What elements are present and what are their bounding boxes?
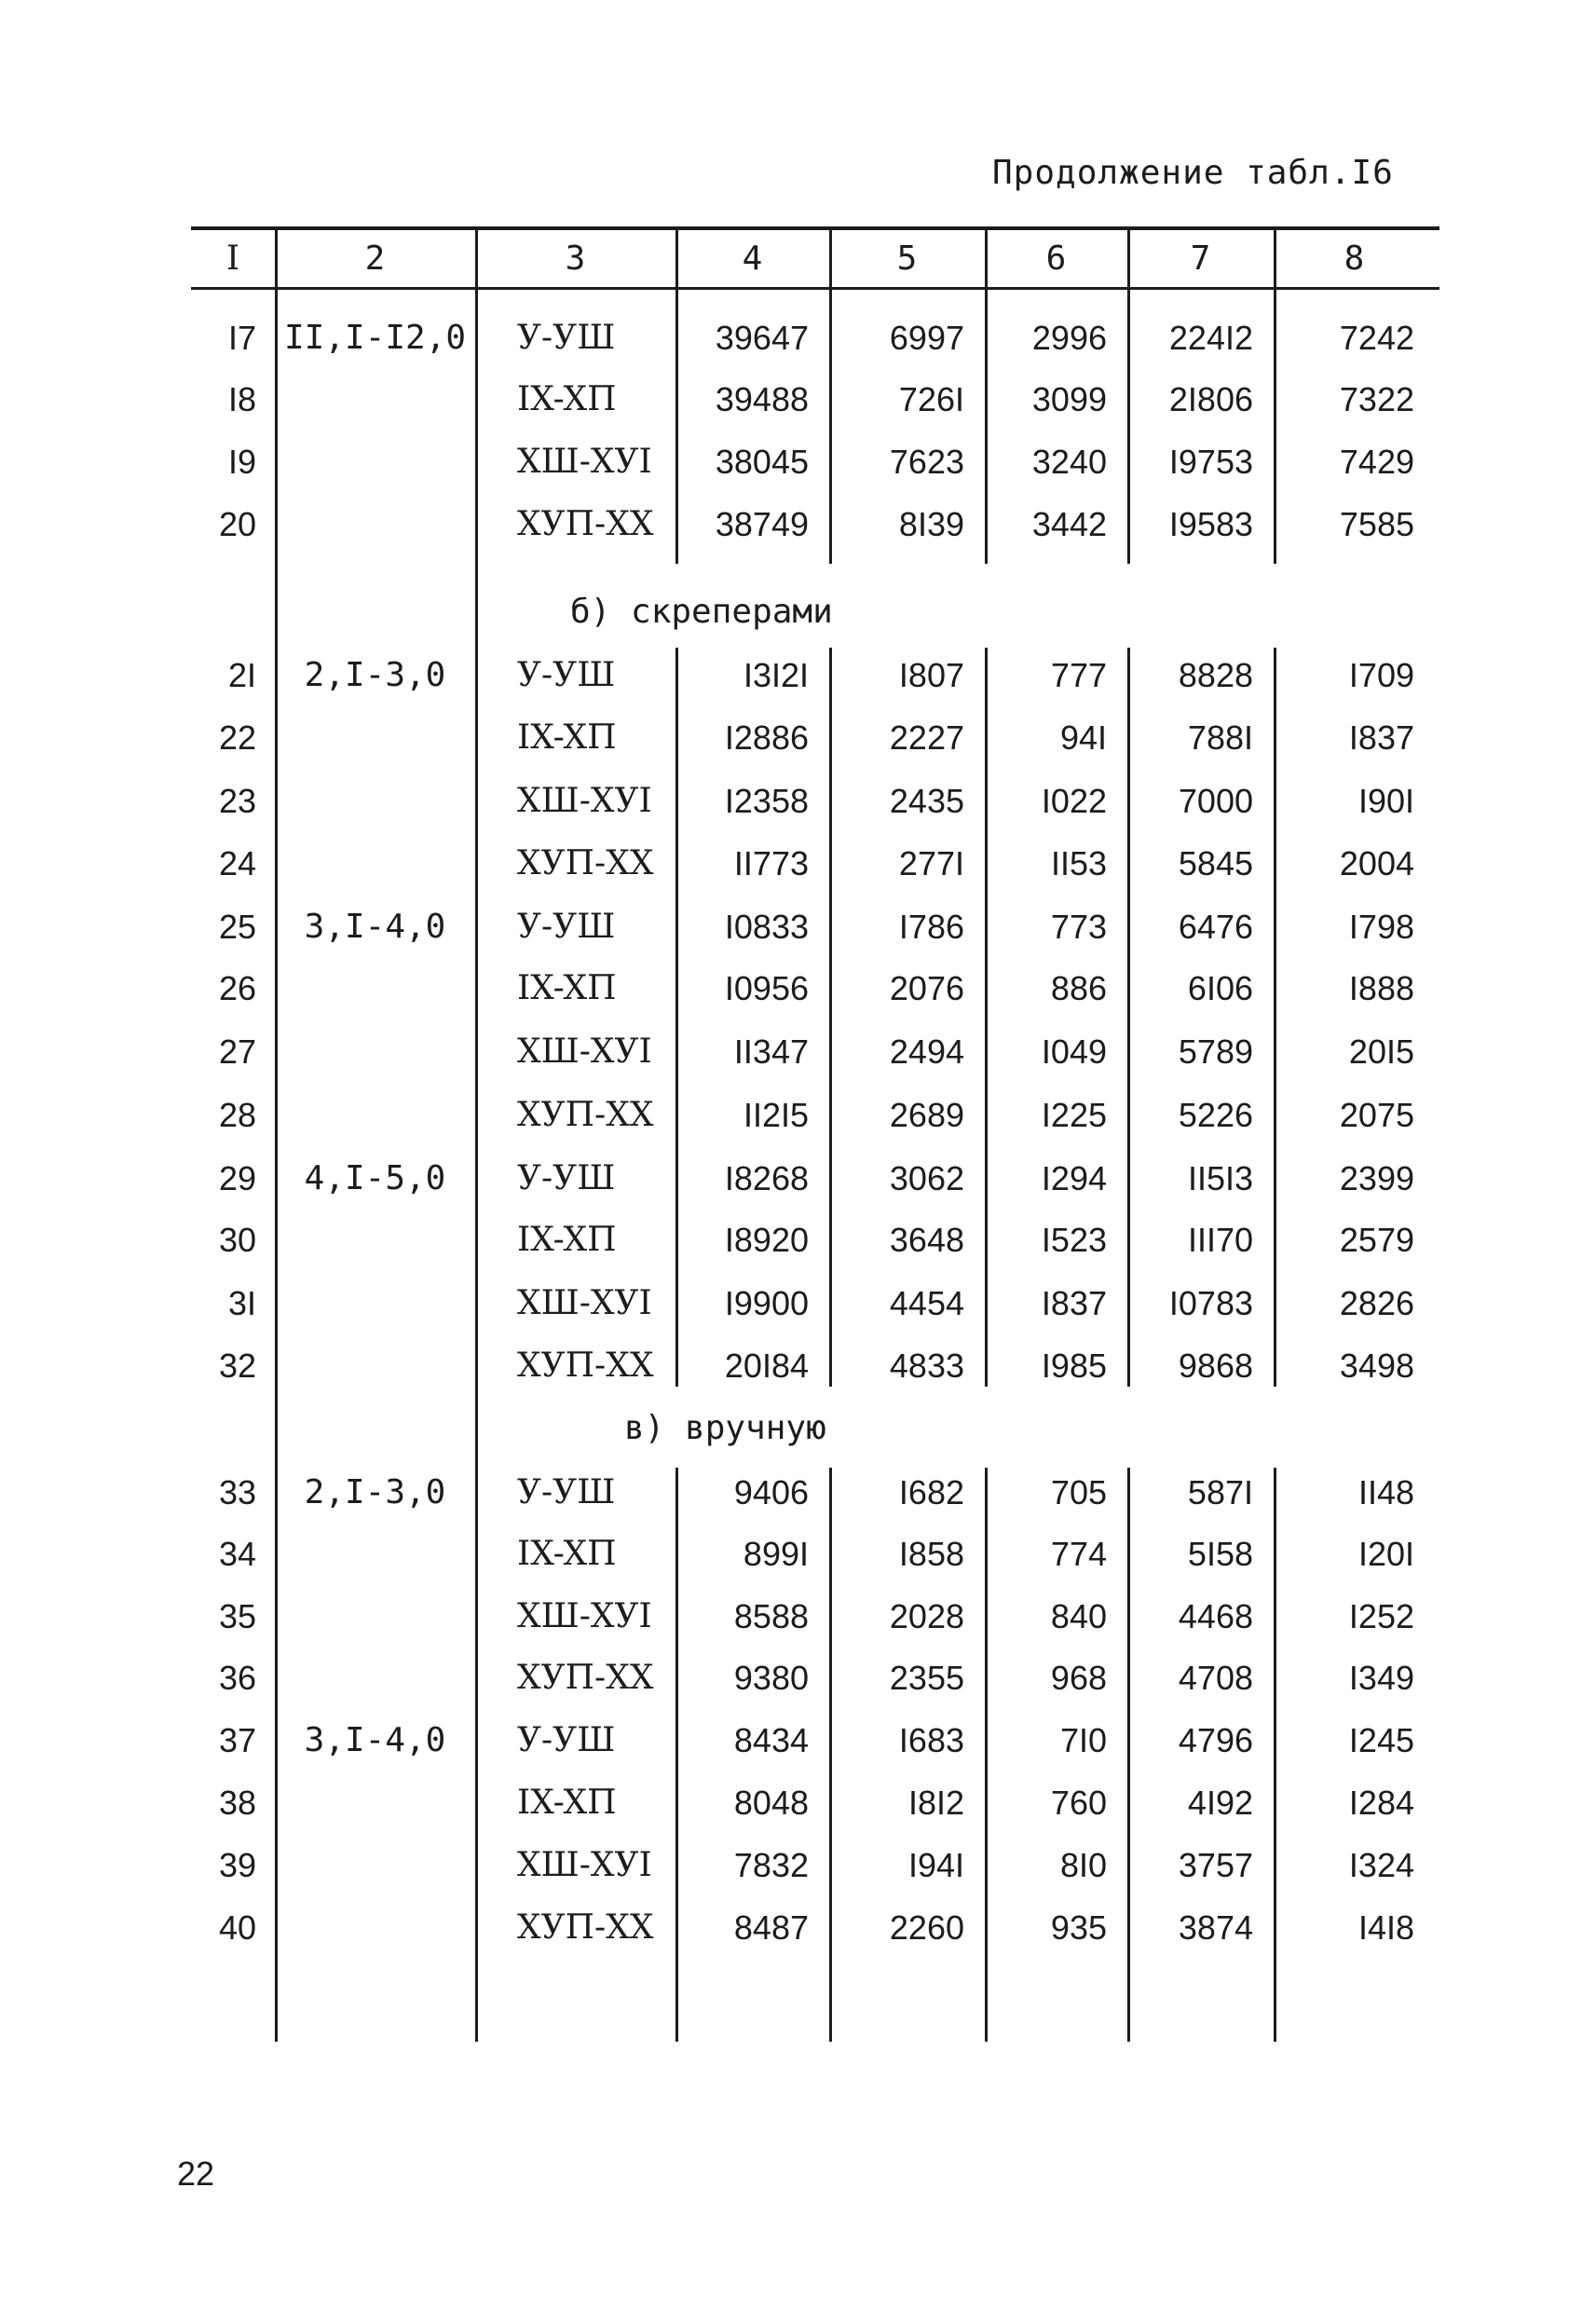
- table-cell: 8588: [733, 1597, 809, 1635]
- table-cell: XУП-XX: [517, 1908, 654, 1947]
- table-cell: 6997: [889, 319, 964, 357]
- table-cell: 2004: [1339, 844, 1414, 882]
- table-cell: I8268: [724, 1159, 809, 1197]
- table-cell: I888: [1348, 969, 1414, 1007]
- table-cell: 8I39: [898, 505, 964, 543]
- table-cell: I682: [898, 1473, 964, 1511]
- table-cell: I252: [1348, 1597, 1414, 1635]
- table-cell: 968: [1050, 1659, 1107, 1697]
- table-cell: 4I92: [1187, 1784, 1253, 1822]
- table-cell: IX-XП: [517, 969, 617, 1007]
- table-cell: 773: [1050, 908, 1107, 946]
- table-cell: 6476: [1178, 908, 1253, 946]
- table-cell: IX-XП: [517, 718, 617, 757]
- table-cell: I9583: [1168, 505, 1253, 543]
- table-cell: У-УШ: [517, 319, 616, 357]
- table-cell: 38749: [715, 505, 809, 543]
- table-cell: 2579: [1339, 1221, 1414, 1259]
- column-header: 6: [1045, 239, 1067, 278]
- table-cell: 7I0: [1059, 1721, 1107, 1759]
- table-cell: 4454: [889, 1284, 964, 1322]
- table-cell: 7242: [1339, 319, 1414, 357]
- table-cell: I837: [1348, 718, 1414, 757]
- table-cell: 2826: [1339, 1284, 1414, 1322]
- table-cell: 777: [1050, 656, 1107, 694]
- table-cell: 20I84: [724, 1347, 809, 1385]
- table-cell: I9753: [1168, 443, 1253, 481]
- table-cell: 3442: [1031, 505, 1107, 543]
- table-cell: 33: [218, 1473, 256, 1511]
- page-number: 22: [177, 2154, 215, 2193]
- table-cell: XШ-XУI: [517, 782, 652, 820]
- header-column-rule: [829, 226, 832, 290]
- table-cell: XУП-XX: [517, 505, 654, 543]
- table-cell: 2435: [889, 782, 964, 820]
- table-cell: 7623: [889, 443, 964, 481]
- table-cell: 26: [218, 969, 256, 1007]
- table-cell: 3874: [1178, 1908, 1253, 1947]
- table-cell: I7: [227, 319, 256, 357]
- table-cell: II773: [733, 844, 809, 882]
- table-cell: 5226: [1178, 1096, 1253, 1134]
- table-cell: 8487: [733, 1908, 809, 1947]
- table-cell: III70: [1187, 1221, 1253, 1259]
- table-cell: 5789: [1178, 1032, 1253, 1071]
- table-cell: I709: [1348, 656, 1414, 694]
- table-cell: 7322: [1339, 380, 1414, 418]
- section-title: в) вручную: [624, 1409, 826, 1447]
- table-cell: IX-XП: [517, 1535, 617, 1573]
- table-cell: 2494: [889, 1032, 964, 1071]
- header-column-rule: [675, 226, 678, 290]
- table-cell: 37: [218, 1721, 256, 1759]
- table-cell: XУП-XX: [517, 1347, 654, 1385]
- table-cell: XУП-XX: [517, 844, 654, 882]
- header-column-rule: [1274, 226, 1276, 290]
- table-cell: 23: [218, 782, 256, 820]
- table-cell: 7429: [1339, 443, 1414, 481]
- table-cell: 760: [1050, 1784, 1107, 1822]
- table-cell: 2I806: [1168, 380, 1253, 418]
- table-cell: 2075: [1339, 1096, 1414, 1134]
- table-cell: 3498: [1339, 1347, 1414, 1385]
- table-cell: XШ-XУI: [517, 1032, 652, 1071]
- table-cell: 5I58: [1187, 1535, 1253, 1573]
- table-cell: 2,I-3,0: [304, 656, 446, 694]
- table-cell: I3I2I: [743, 656, 809, 694]
- table-cell: 7000: [1178, 782, 1253, 820]
- table-cell: I284: [1348, 1784, 1414, 1822]
- table-cell: У-УШ: [517, 1721, 616, 1759]
- table-cell: 39647: [715, 319, 809, 357]
- header-column-rule: [475, 226, 478, 290]
- table-cell: 2,I-3,0: [304, 1473, 446, 1511]
- table-cell: IX-XП: [517, 1784, 617, 1822]
- table-cell: 705: [1050, 1473, 1107, 1511]
- table-cell: I9: [227, 443, 256, 481]
- table-cell: 28: [218, 1096, 256, 1134]
- table-cell: I683: [898, 1721, 964, 1759]
- column-header: 7: [1190, 239, 1211, 278]
- table-cell: II53: [1050, 844, 1107, 882]
- header-top-rule: [191, 226, 1439, 230]
- table-cell: 935: [1050, 1908, 1107, 1947]
- table-cell: 224I2: [1168, 319, 1253, 357]
- table-cell: XУП-XX: [517, 1096, 654, 1134]
- table-cell: XШ-XУI: [517, 1846, 652, 1884]
- table-cell: 788I: [1187, 718, 1253, 757]
- table-cell: 3,I-4,0: [304, 908, 446, 946]
- table-cell: 27: [218, 1032, 256, 1071]
- table-cell: I8: [227, 380, 256, 418]
- table-cell: 9406: [733, 1473, 809, 1511]
- column-rule: [1127, 648, 1130, 1387]
- table-cell: 9868: [1178, 1347, 1253, 1385]
- table-cell: У-УШ: [517, 908, 616, 946]
- table-cell: 277I: [898, 844, 964, 882]
- table-cell: 840: [1050, 1597, 1107, 1635]
- table-cell: 34: [218, 1535, 256, 1573]
- table-cell: 2227: [889, 718, 964, 757]
- table-cell: 35: [218, 1597, 256, 1635]
- column-rule: [1274, 648, 1276, 1387]
- table-cell: 4708: [1178, 1659, 1253, 1697]
- table-cell: 8048: [733, 1784, 809, 1822]
- table-cell: 3648: [889, 1221, 964, 1259]
- table-cell: I0956: [724, 969, 809, 1007]
- column-rule: [675, 648, 678, 1387]
- table-cell: 7832: [733, 1846, 809, 1884]
- table-cell: II,I-I2,0: [284, 319, 467, 357]
- table-cell: 2399: [1339, 1159, 1414, 1197]
- table-cell: 3062: [889, 1159, 964, 1197]
- table-cell: 8828: [1178, 656, 1253, 694]
- column-rule: [275, 290, 278, 2042]
- table-cell: 2689: [889, 1096, 964, 1134]
- table-cell: 9380: [733, 1659, 809, 1697]
- table-cell: I349: [1348, 1659, 1414, 1697]
- table-cell: XУП-XX: [517, 1659, 654, 1697]
- table-cell: I2886: [724, 718, 809, 757]
- table-cell: 8434: [733, 1721, 809, 1759]
- table-cell: 7585: [1339, 505, 1414, 543]
- column-rule: [985, 648, 988, 1387]
- header-column-rule: [1127, 226, 1130, 290]
- table-cell: I0833: [724, 908, 809, 946]
- column-rule: [829, 648, 832, 1387]
- table-cell: 3757: [1178, 1846, 1253, 1884]
- table-cell: 32: [218, 1347, 256, 1385]
- table-cell: I786: [898, 908, 964, 946]
- table-cell: I4I8: [1357, 1908, 1414, 1947]
- table-cell: I90I: [1357, 782, 1414, 820]
- table-cell: 4,I-5,0: [304, 1159, 446, 1197]
- table-cell: 25: [218, 908, 256, 946]
- table-cell: У-УШ: [517, 1159, 616, 1197]
- table-cell: 2I: [227, 656, 256, 694]
- table-cell: XШ-XУI: [517, 1284, 652, 1322]
- table-cell: XШ-XУI: [517, 1597, 652, 1635]
- table-cell: 29: [218, 1159, 256, 1197]
- table-cell: I294: [1041, 1159, 1107, 1197]
- table-cell: 39: [218, 1846, 256, 1884]
- column-rule: [475, 290, 478, 2042]
- table-cell: 2996: [1031, 319, 1107, 357]
- table-cell: 22: [218, 718, 256, 757]
- table-cell: 4833: [889, 1347, 964, 1385]
- table-cell: I523: [1041, 1221, 1107, 1259]
- header-column-rule: [985, 226, 988, 290]
- column-header: 2: [364, 239, 386, 278]
- table-cell: 4468: [1178, 1597, 1253, 1635]
- table-cell: I0783: [1168, 1284, 1253, 1322]
- table-cell: I20I: [1357, 1535, 1414, 1573]
- table-cell: 5845: [1178, 844, 1253, 882]
- table-cell: I022: [1041, 782, 1107, 820]
- table-cell: 94I: [1059, 718, 1107, 757]
- header-bottom-rule: [191, 287, 1439, 290]
- table-cell: 2260: [889, 1908, 964, 1947]
- header-column-rule: [275, 226, 278, 290]
- table-cell: 3240: [1031, 443, 1107, 481]
- table-cell: 8I0: [1059, 1846, 1107, 1884]
- table-cell: 40: [218, 1908, 256, 1947]
- table-cell: 3099: [1031, 380, 1107, 418]
- column-header: 8: [1344, 239, 1365, 278]
- column-header: 4: [742, 239, 763, 278]
- table-cell: IX-XП: [517, 380, 617, 418]
- table-cell: У-УШ: [517, 656, 616, 694]
- table-cell: II2I5: [743, 1096, 809, 1134]
- table-cell: 6I06: [1187, 969, 1253, 1007]
- table-cell: I049: [1041, 1032, 1107, 1071]
- table-cell: 587I: [1187, 1473, 1253, 1511]
- table-cell: 2076: [889, 969, 964, 1007]
- table-cell: 774: [1050, 1535, 1107, 1573]
- table-cell: 3I: [227, 1284, 256, 1322]
- table-cell: I8920: [724, 1221, 809, 1259]
- table-cell: 39488: [715, 380, 809, 418]
- table-cell: 38: [218, 1784, 256, 1822]
- table-cell: XШ-XУI: [517, 443, 652, 481]
- table-cell: 20: [218, 505, 256, 543]
- table-cell: 3,I-4,0: [304, 1721, 446, 1759]
- table-cell: I2358: [724, 782, 809, 820]
- table-cell: I9900: [724, 1284, 809, 1322]
- table-cell: I837: [1041, 1284, 1107, 1322]
- table-cell: I858: [898, 1535, 964, 1573]
- table-cell: I798: [1348, 908, 1414, 946]
- table-cell: II48: [1357, 1473, 1414, 1511]
- table-cell: 2355: [889, 1659, 964, 1697]
- table-cell: II5I3: [1187, 1159, 1253, 1197]
- table-cell: 24: [218, 844, 256, 882]
- column-header: 3: [565, 239, 586, 278]
- table-cell: I225: [1041, 1096, 1107, 1134]
- table-cell: 38045: [715, 443, 809, 481]
- column-header: 5: [896, 239, 918, 278]
- table-cell: II347: [733, 1032, 809, 1071]
- table-cell: I985: [1041, 1347, 1107, 1385]
- table-cell: 726I: [898, 380, 964, 418]
- column-header: I: [225, 239, 240, 278]
- table-cell: IX-XП: [517, 1221, 617, 1259]
- table-cell: I94I: [907, 1846, 964, 1884]
- table-cell: I324: [1348, 1846, 1414, 1884]
- table-cell: 899I: [743, 1535, 809, 1573]
- section-title: б) скреперами: [570, 593, 833, 631]
- table-cell: 30: [218, 1221, 256, 1259]
- table-cell: 4796: [1178, 1721, 1253, 1759]
- table-cell: 36: [218, 1659, 256, 1697]
- table-cell: 2028: [889, 1597, 964, 1635]
- table-cell: У-УШ: [517, 1473, 616, 1511]
- table-cell: I245: [1348, 1721, 1414, 1759]
- table-cell: I807: [898, 656, 964, 694]
- table-caption: Продолжение табл.I6: [992, 154, 1394, 192]
- table-cell: 886: [1050, 969, 1107, 1007]
- table-cell: 20I5: [1348, 1032, 1414, 1071]
- table-cell: I8I2: [907, 1784, 964, 1822]
